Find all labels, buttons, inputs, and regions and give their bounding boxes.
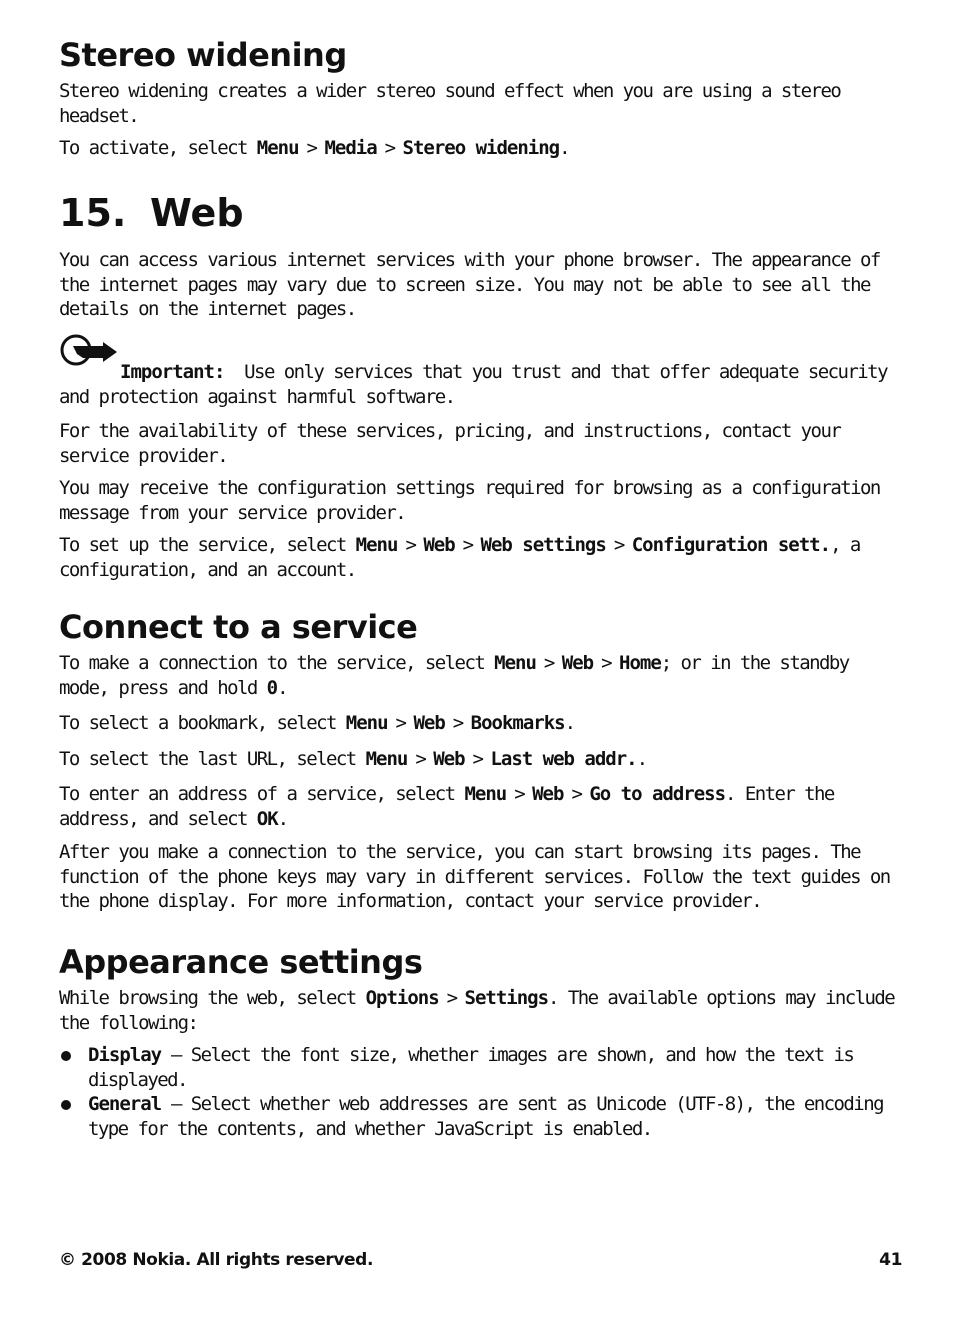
menu-path (366, 748, 637, 770)
menu-path-item: Menu (345, 712, 388, 734)
option-desc: — Select whether web addresses are sent as Unicode (UTF-8), the encoding type for the contents, and whether JavaScript is enabled. (88, 1093, 883, 1140)
path-separator: > (452, 712, 463, 734)
text: To select the last URL, select (59, 747, 366, 770)
menu-path-item: Web (433, 747, 465, 770)
text: To enter an address of a service, select (59, 783, 465, 805)
path-separator: > (462, 534, 473, 556)
appearance-instruction (59, 986, 904, 1035)
config-message-text: You may receive the configuration settings required for browsing as a configuration message from your service provider. (59, 477, 880, 524)
connect-browsing-text: After you make a connection to the service, you can start browsing its pages. The function of the phone keys may vary in different services. Follow the text guides on the phone display. For more information, contact your service provider. (59, 841, 890, 912)
text: . The available options may include the following: (59, 987, 895, 1034)
menu-path-item: Options (365, 987, 439, 1009)
availability-text: For the availability of these services, pricing, and instructions, contact your service provider. (59, 420, 841, 467)
important-text (59, 336, 904, 409)
option-desc: — Select the font size, whether images are shown, and how the text is displayed. (88, 1044, 854, 1091)
menu-path (257, 137, 559, 159)
key-label: OK (256, 807, 278, 830)
menu-path-item: Media (324, 137, 377, 159)
menu-path-item: Menu (355, 534, 398, 556)
option-term: Display (88, 1044, 162, 1066)
text: To activate, select (59, 137, 257, 159)
connect-last-url-instruction (59, 747, 904, 772)
appearance-options-list (59, 1043, 904, 1141)
menu-path-item: Web (561, 652, 594, 674)
path-separator: > (306, 137, 317, 159)
menu-path-item: Web (532, 783, 564, 805)
text: To set up the service, select (59, 534, 356, 556)
menu-path (366, 987, 548, 1009)
important-note (59, 336, 904, 409)
menu-path-item: Menu (494, 652, 536, 674)
section-web-intro (59, 248, 904, 322)
text: While browsing the web, select (59, 987, 366, 1009)
text: ; or in the standby mode, press and hold (59, 652, 849, 699)
connect-address-instruction (59, 782, 904, 831)
menu-path-item: Bookmarks (470, 712, 565, 734)
option-term: General (88, 1093, 162, 1115)
page-number: 41 (879, 1250, 902, 1270)
key-label: 0 (266, 676, 278, 699)
copyright: © 2008 Nokia. All rights reserved. (59, 1250, 373, 1270)
menu-path-item: Web (413, 712, 445, 734)
appearance-heading: Appearance settings (59, 943, 423, 981)
menu-path-item: Menu (256, 137, 299, 159)
chapter-heading (59, 191, 904, 235)
text: To make a connection to the service, select (59, 652, 495, 674)
chapter-title (59, 191, 904, 235)
section-stereo-widening (59, 36, 904, 161)
important-body: Use only services that you trust and that offer adequate security and protection against harmful software. (59, 361, 887, 408)
menu-path-item: Menu (464, 783, 507, 805)
text: . (559, 137, 570, 159)
setup-instruction (59, 533, 904, 582)
section-appearance (59, 943, 904, 1141)
menu-path-item: Configuration sett. (631, 534, 831, 556)
menu-path-item: Web (423, 534, 455, 556)
path-separator: > (543, 652, 554, 674)
stereo-activate-instruction (59, 136, 904, 161)
connect-bookmark-instruction (59, 711, 904, 736)
important-label: Important: (120, 361, 225, 383)
path-separator: > (613, 534, 624, 556)
menu-path (494, 652, 661, 674)
text: . (564, 712, 575, 734)
bullet-icon (61, 1100, 71, 1110)
text: . (277, 676, 288, 699)
menu-path (346, 712, 565, 734)
menu-path-item: Stereo widening (402, 137, 560, 159)
path-separator: > (405, 534, 416, 556)
connect-home-instruction (59, 651, 904, 700)
bullet-icon (61, 1051, 71, 1061)
section-web-details (59, 419, 904, 582)
section-connect (59, 608, 904, 914)
chapter-name: Web (150, 191, 244, 235)
text: , a configuration, and an account. (59, 534, 860, 581)
path-separator: > (446, 987, 457, 1009)
chapter-number: 15. (59, 191, 127, 235)
menu-path (464, 783, 725, 805)
text: . Enter the address, and select (59, 783, 834, 830)
path-separator: > (514, 783, 525, 805)
path-separator: > (415, 747, 426, 770)
stereo-heading: Stereo widening (59, 36, 347, 74)
menu-path-item: Menu (365, 747, 408, 770)
text: . (636, 747, 647, 770)
menu-path-item: Web settings (480, 534, 606, 556)
connect-heading: Connect to a service (59, 608, 418, 646)
menu-path-item: Settings (464, 987, 549, 1009)
text: To select a bookmark, select (59, 712, 346, 734)
page-footer (59, 1250, 902, 1270)
path-separator: > (601, 652, 611, 674)
web-intro: You can access various internet services with your phone browser. The appearance of the internet pages may vary due to screen size. You may not be able to see all the details on the internet pages. (59, 249, 880, 320)
menu-path-item: Last web addr. (490, 747, 637, 770)
stereo-description: Stereo widening creates a wider stereo sound effect when you are using a stereo headset. (59, 80, 841, 127)
path-separator: > (384, 137, 395, 159)
path-separator: > (472, 747, 483, 770)
menu-path-item: Go to address (589, 783, 726, 805)
important-hand-pointer-icon (59, 332, 119, 372)
text: . (277, 807, 288, 830)
path-separator: > (395, 712, 406, 734)
menu-path-item: Home (619, 652, 661, 674)
list-item-general (59, 1092, 904, 1141)
menu-path (356, 534, 830, 556)
list-item-display (59, 1043, 904, 1092)
path-separator: > (571, 783, 582, 805)
